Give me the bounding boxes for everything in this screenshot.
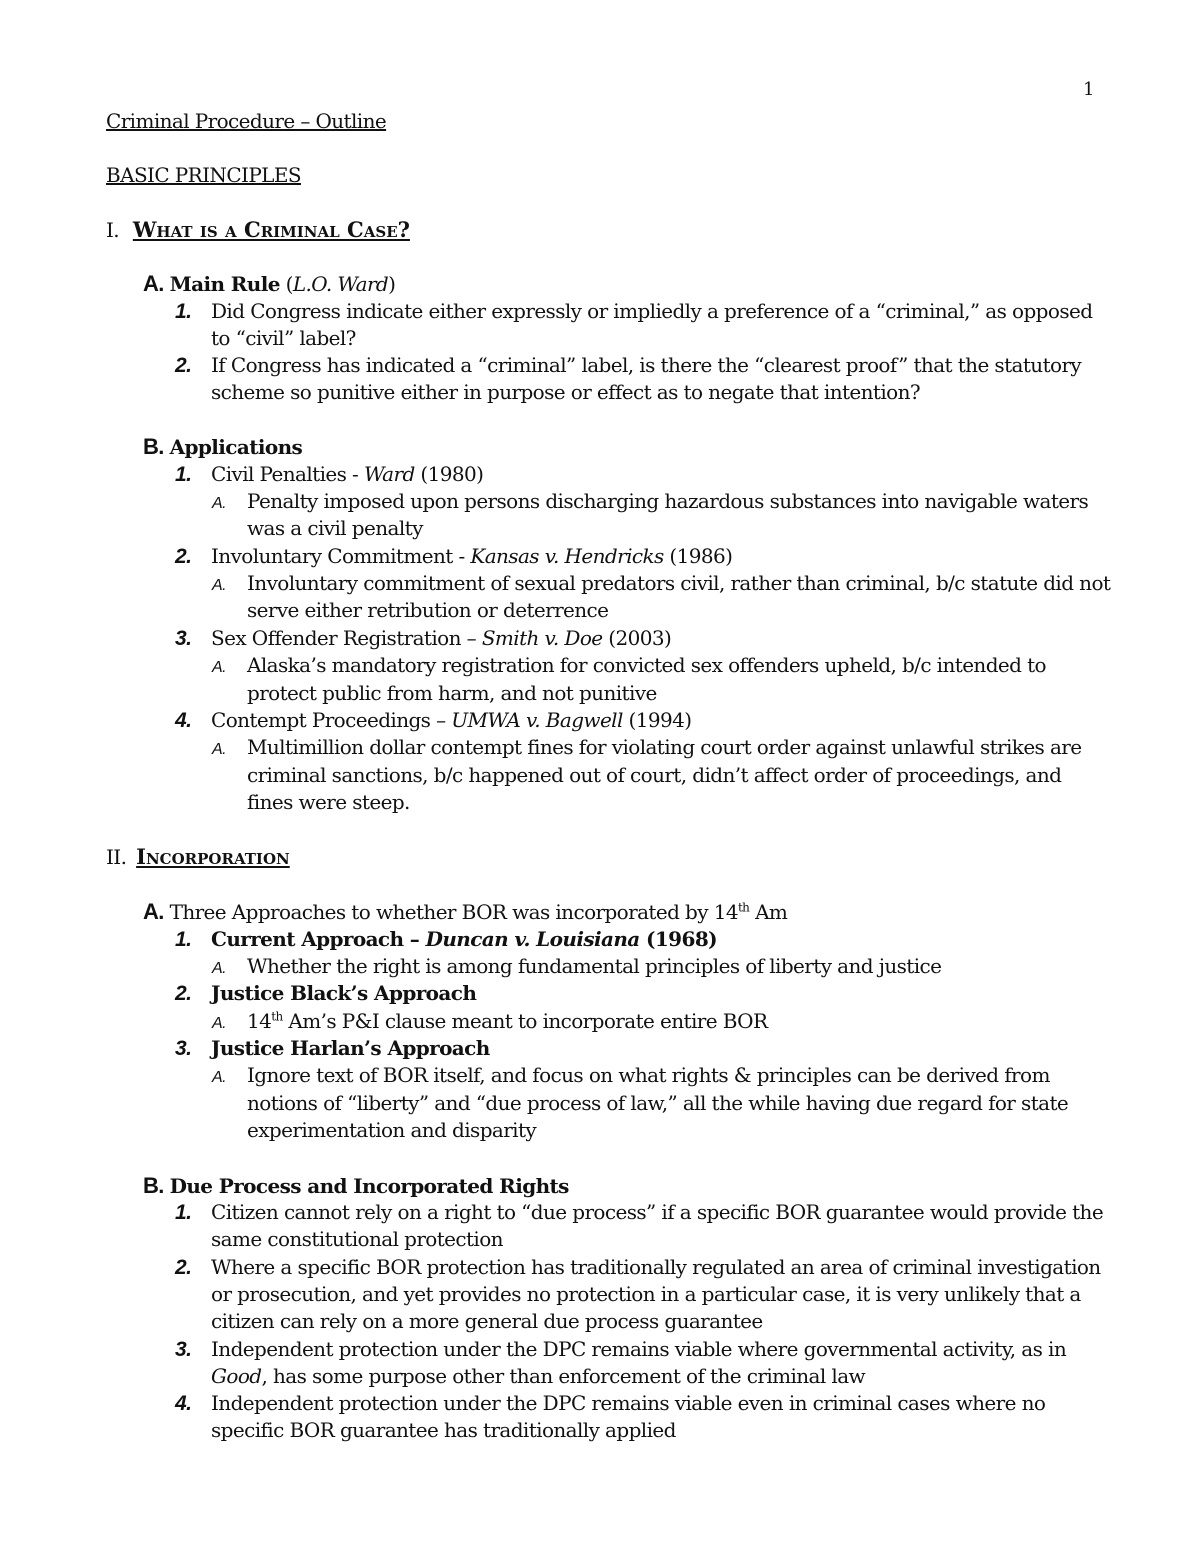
sub-item-continuation: notions of “liberty” and “due process of law,” all the while having due regard for state [247,1091,1069,1115]
sub-item-continuation: was a civil penalty [247,516,423,540]
list-marker: 2. [175,545,192,568]
section-numeral: I. [106,218,120,242]
list-item-continuation: Good, has some purpose other than enforcement of the criminal law [211,1364,866,1388]
list-marker: 3. [175,1037,192,1060]
section-heading [106,216,410,244]
sub-item-continuation: serve either retribution or deterrence [247,598,609,622]
sub-item: 14th Am’s P&I clause meant to incorporate entire BOR [247,1009,768,1033]
list-marker: 1. [175,463,192,486]
sub-item-continuation: experimentation and disparity [247,1118,537,1142]
list-item: Justice Black’s Approach [211,981,477,1005]
subsection-heading: B. Due Process and Incorporated Rights [143,1173,569,1198]
list-item: Current Approach – Duncan v. Louisiana (1968) [211,927,717,951]
sub-item: Involuntary commitment of sexual predators civil, rather than criminal, b/c statute did not [247,571,1111,595]
list-marker: 3. [175,627,192,650]
list-item-continuation: or prosecution, and yet provides no protection in a particular case, it is very unlikely that a [211,1282,1081,1306]
list-item-continuation: scheme so punitive either in purpose or effect as to negate that intention? [211,380,921,404]
list-item: Contempt Proceedings – UMWA v. Bagwell (1994) [211,708,692,732]
sub-item-continuation: fines were steep. [247,790,410,814]
subsection-heading: A. Main Rule (L.O. Ward) [143,271,396,296]
list-marker: 4. [175,1392,192,1415]
page-number: 1 [1083,79,1094,100]
document-title: Criminal Procedure – Outline [106,109,387,133]
list-item: Independent protection under the DPC remains viable where governmental activity, as in [211,1337,1067,1361]
list-item-continuation: to “civil” label? [211,326,356,350]
subsection-heading: A. Three Approaches to whether BOR was incorporated by 14th Am [143,899,788,924]
sub-item: Ignore text of BOR itself, and focus on what rights & principles can be derived from [247,1063,1050,1087]
sub-marker: A. [212,741,226,758]
list-item-continuation: citizen can rely on a more general due process guarantee [211,1309,763,1333]
list-item: Justice Harlan’s Approach [211,1036,490,1060]
sub-item: Alaska’s mandatory registration for convicted sex offenders upheld, b/c intended to [247,653,1046,677]
sub-item-continuation: criminal sanctions, b/c happened out of court, didn’t affect order of proceedings, and [247,763,1062,787]
list-marker: 1. [175,300,192,323]
list-marker: 2. [175,982,192,1005]
list-item: Independent protection under the DPC remains viable even in criminal cases where no [211,1391,1046,1415]
list-marker: 2. [175,1256,192,1279]
section-title: Incorporation [136,844,290,869]
section-heading [106,843,290,871]
list-marker: 2. [175,354,192,377]
sub-marker: A. [212,1015,226,1032]
sub-marker: A. [212,577,226,594]
list-item: Sex Offender Registration – Smith v. Doe (2003) [211,626,672,650]
list-item: Did Congress indicate either expressly or impliedly a preference of a “criminal,” as opposed [211,299,1093,323]
list-item-continuation: specific BOR guarantee has traditionally applied [211,1418,676,1442]
list-marker: 1. [175,928,192,951]
list-item: Involuntary Commitment - Kansas v. Hendricks (1986) [211,544,733,568]
sub-marker: A. [212,1069,226,1086]
list-item: Where a specific BOR protection has traditionally regulated an area of criminal investigation [211,1255,1101,1279]
sub-item-continuation: protect public from harm, and not punitive [247,681,657,705]
sub-marker: A. [212,960,226,977]
list-marker: 3. [175,1338,192,1361]
section-numeral: II. [106,845,127,869]
list-item: Citizen cannot rely on a right to “due process” if a specific BOR guarantee would provide the [211,1200,1104,1224]
list-item: Civil Penalties - Ward (1980) [211,462,484,486]
sub-marker: A. [212,659,226,676]
list-item-continuation: same constitutional protection [211,1227,503,1251]
sub-marker: A. [212,495,226,512]
list-marker: 1. [175,1201,192,1224]
list-item: If Congress has indicated a “criminal” label, is there the “clearest proof” that the statutory [211,353,1082,377]
sub-item: Multimillion dollar contempt fines for violating court order against unlawful strikes are [247,735,1082,759]
list-marker: 4. [175,709,192,732]
part-heading: BASIC PRINCIPLES [106,163,301,187]
sub-item: Penalty imposed upon persons discharging hazardous substances into navigable waters [247,489,1089,513]
section-title: What is a Criminal Case? [132,217,410,242]
sub-item: Whether the right is among fundamental principles of liberty and justice [247,954,942,978]
subsection-heading: B. Applications [143,434,303,459]
